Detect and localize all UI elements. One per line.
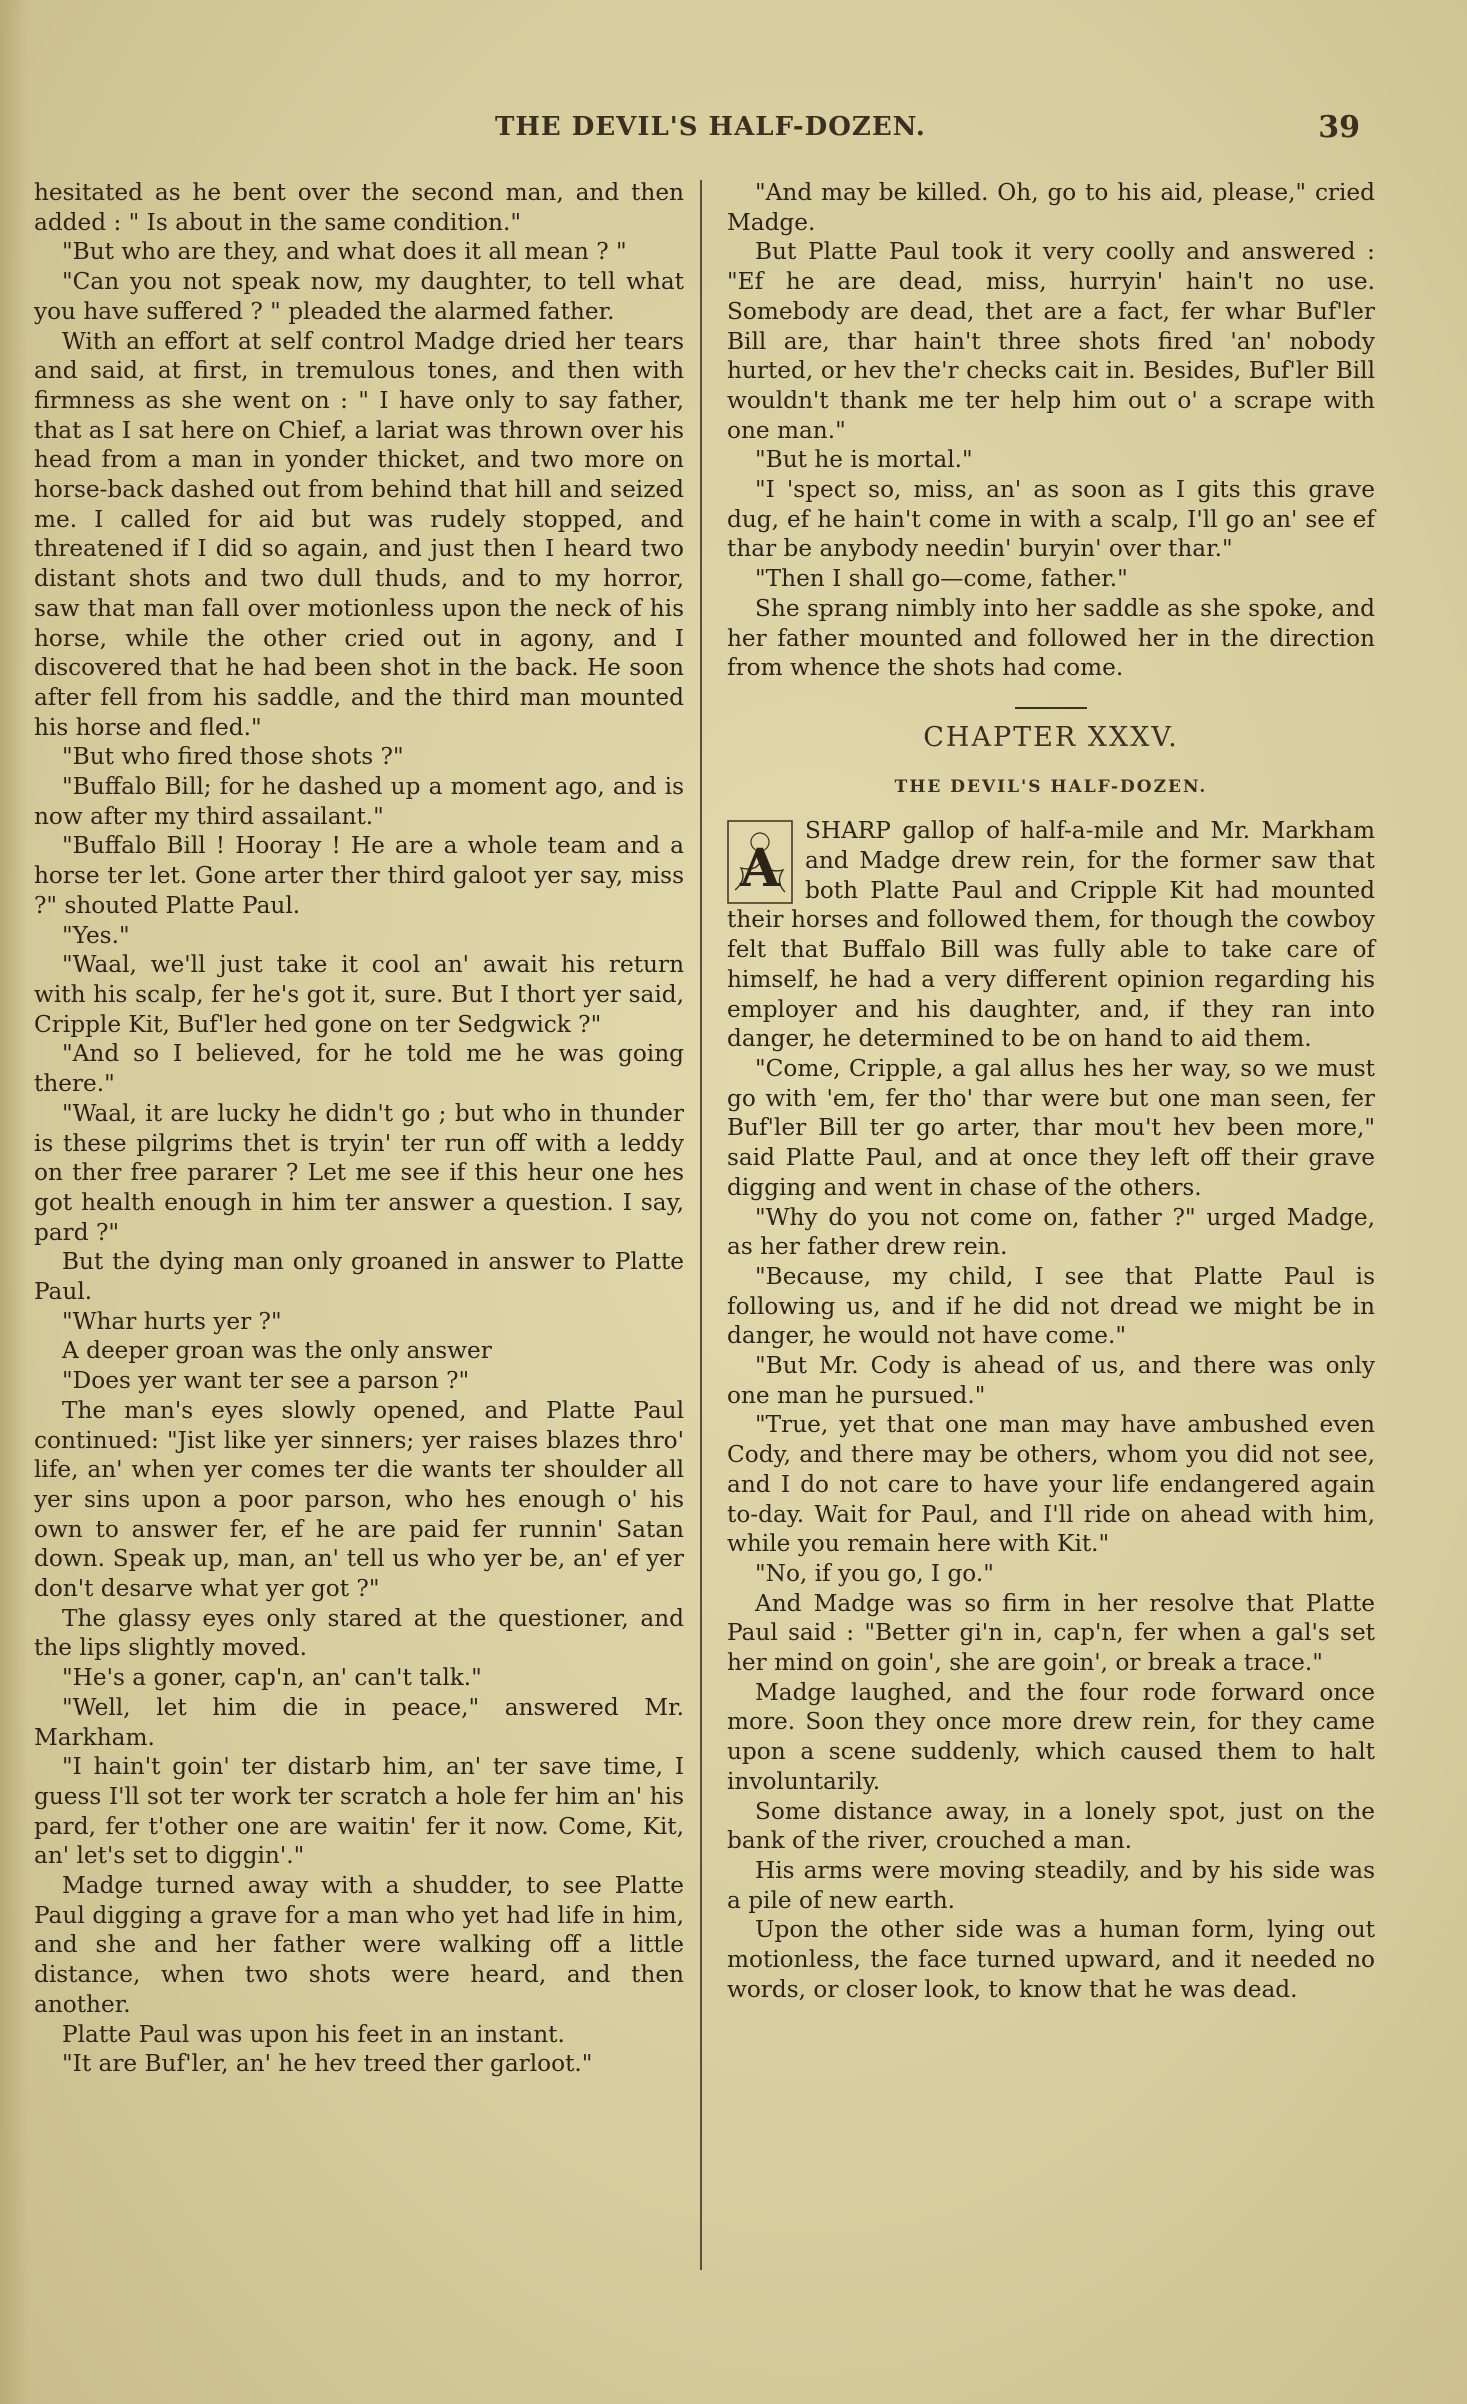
column-divider bbox=[700, 180, 702, 2270]
paragraph: "I hain't goin' ter distarb him, an' ter save time, I guess I'll sot ter work ter scratch a hole fer him an' his pard, fer t'other one are waitin' fer it now. Come, Kit, an' let's set to diggin'." bbox=[34, 1753, 684, 1870]
paragraph: "But he is mortal." bbox=[755, 446, 973, 474]
running-title: THE DEVIL'S HALF-DOZEN. bbox=[495, 112, 926, 142]
right-column bbox=[727, 178, 1375, 2004]
paragraph: "But Mr. Cody is ahead of us, and there was only one man he pursued." bbox=[727, 1352, 1375, 1409]
paragraph: Madge turned away with a shudder, to see Platte Paul digging a grave for a man who yet had life in him, and she and her father were walking off a little distance, when two shots were heard, and then another. bbox=[34, 1872, 684, 2018]
paragraph: "Yes." bbox=[62, 921, 130, 949]
paragraph: "Waal, it are lucky he didn't go ; but who in thunder is these pilgrims thet is tryin' ter run off with a leddy on ther free pararer ? Let me see if this heur one hes got health enough in him ter answer a question. I say, pard ?" bbox=[34, 1099, 684, 1246]
chapter-first-paragraph bbox=[727, 816, 1375, 1054]
paragraph: hesitated as he bent over the second man, and then added : " Is about in the same condition." bbox=[34, 179, 684, 236]
paragraph: "Come, Cripple, a gal allus hes her way, so we must go with 'em, fer tho' thar were but one man seen, fer Buf'ler Bill ter go arter, thar mou't hev been more," said Platte Paul, and at once they left off their grave digging and went in chase of the others. bbox=[727, 1054, 1375, 1201]
paragraph: "Buffalo Bill; for he dashed up a moment ago, and is now after my third assailant." bbox=[34, 773, 684, 830]
paragraph: "Buffalo Bill ! Hooray ! He are a whole team and a horse ter let. Gone arter ther third galoot yer say, miss ?" shouted Platte Paul. bbox=[34, 832, 684, 919]
paragraph: But Platte Paul took it very coolly and answered : "Ef he are dead, miss, hurryin' hain't no use. Somebody are dead, thet are a fact, fer whar Buf'ler Bill are, thar hain't three shots fired 'an' nobody hurted, or hev the'r checks cait in. Besides, Buf'ler Bill wouldn't thank me ter help him out o' a scrape with one man." bbox=[727, 238, 1375, 444]
paragraph: A deeper groan was the only answer bbox=[62, 1337, 492, 1365]
svg-text:A: A bbox=[739, 838, 781, 900]
page-edge-stain bbox=[0, 0, 28, 2404]
paragraph: "Why do you not come on, father ?" urged Madge, as her father drew rein. bbox=[727, 1203, 1375, 1261]
chapter-subtitle: THE DEVIL'S HALF-DOZEN. bbox=[894, 776, 1208, 797]
paragraph: But the dying man only groaned in answer to Platte Paul. bbox=[34, 1248, 684, 1306]
page-header bbox=[480, 112, 1360, 152]
paragraph: "It are Buf'ler, an' he hev treed ther garloot." bbox=[62, 2050, 593, 2078]
chapter-title: CHAPTER XXXV. bbox=[923, 721, 1179, 753]
paragraph: "He's a goner, cap'n, an' can't talk." bbox=[62, 1664, 482, 1692]
paragraph: "And may be killed. Oh, go to his aid, please," cried Madge. bbox=[727, 179, 1375, 236]
paragraph: The man's eyes slowly opened, and Platte Paul continued: "Jist like yer sinners; yer raises blazes thro' life, an' when yer comes ter die wants ter shoulder all yer sins upon a poor parson, who hes enough o' his own to answer fer, ef he are paid fer runnin' Satan down. Speak up, man, an' tell us who yer be, an' ef yer don't desarve what yer got ?" bbox=[34, 1396, 684, 1603]
paragraph: "Then I shall go—come, father." bbox=[755, 565, 1128, 593]
left-column bbox=[34, 178, 684, 2079]
page-number: 39 bbox=[1318, 110, 1360, 145]
paragraph: "Can you not speak now, my daughter, to tell what you have suffered ? " pleaded the alarmed father. bbox=[34, 268, 684, 325]
paragraph: "And so I believed, for he told me he was going there." bbox=[34, 1040, 684, 1098]
paragraph: Some distance away, in a lonely spot, just on the bank of the river, crouched a man. bbox=[727, 1797, 1375, 1855]
paragraph: "Waal, we'll just take it cool an' await his return with his scalp, fer he's got it, sure. But I thort yer said, Cripple Kit, Buf'ler hed gone on ter Sedgwick ?" bbox=[34, 951, 684, 1038]
section-separator bbox=[1015, 707, 1087, 709]
paragraph: Upon the other side was a human form, lying out motionless, the face turned upward, and it needed no words, or closer look, to know that he was dead. bbox=[727, 1916, 1375, 2003]
paragraph: "I 'spect so, miss, an' as soon as I gits this grave dug, ef he hain't come in with a scalp, I'll go an' see ef thar be anybody needin' buryin' over thar." bbox=[727, 476, 1375, 563]
paragraph: Platte Paul was upon his feet in an instant. bbox=[62, 2020, 565, 2048]
paragraph: "Does yer want ter see a parson ?" bbox=[62, 1367, 470, 1395]
paragraph: Madge laughed, and the four rode forward once more. Soon they once more drew rein, for they came upon a scene suddenly, which caused them to halt involuntarily. bbox=[727, 1678, 1375, 1795]
paragraph: And Madge was so firm in her resolve that Platte Paul said : "Better gi'n in, cap'n, fer when a gal's set her mind on goin', she are goin', or break a trace." bbox=[727, 1589, 1375, 1677]
paragraph: "Because, my child, I see that Platte Paul is following us, and if he did not dread we might be in danger, he would not have come." bbox=[727, 1262, 1375, 1350]
paragraph: His arms were moving steadily, and by his side was a pile of new earth. bbox=[727, 1856, 1375, 1914]
paragraph: "Whar hurts yer ?" bbox=[62, 1307, 282, 1335]
paragraph: The glassy eyes only stared at the questioner, and the lips slightly moved. bbox=[34, 1604, 684, 1662]
paragraph: With an effort at self control Madge dried her tears and said, at first, in tremulous tones, and then with firmness as she went on : " I have only to say father, that as I sat here on Chief, a lariat was thrown over his head from a man in yonder thicket, and two more on horse-back dashed out from behind that hill and seized me. I called for aid but was rudely stopped, and threatened if I did so again, and just then I heard two distant shots and two dull thuds, and to my horror, saw that man fall over motionless upon the neck of his horse, while the other cried out in agony, and I discovered that he had been shot in the back. He soon after fell from his saddle, and the third man mounted his horse and fled." bbox=[34, 327, 684, 741]
paragraph: "True, yet that one man may have ambushed even Cody, and there may be others, whom you did not see, and I do not care to have your life endangered again to-day. Wait for Paul, and I'll ride on ahead with him, while you remain here with Kit." bbox=[727, 1411, 1375, 1558]
paragraph: "Well, let him die in peace," answered Mr. Markham. bbox=[34, 1693, 684, 1751]
paragraph: "But who are they, and what does it all mean ? " bbox=[62, 238, 627, 266]
paragraph: "No, if you go, I go." bbox=[755, 1559, 994, 1587]
paragraph: She sprang nimbly into her saddle as she spoke, and her father mounted and followed her in the direction from whence the shots had come. bbox=[727, 594, 1375, 682]
chapter-first-paragraph-text: SHARP gallop of half-a-mile and Mr. Markham and Madge drew rein, for the former saw that both Platte Paul and Cripple Kit had mounted their horses and followed them, for though the cowboy felt that Buffalo Bill was fully able to take care of himself, he had a very different opinion regarding his employer and his daughter, and, if they ran into danger, he determined to be on hand to aid them. bbox=[727, 817, 1375, 1053]
ornamental-dropcap-icon bbox=[727, 820, 793, 904]
paragraph: "But who fired those shots ?" bbox=[62, 743, 404, 771]
